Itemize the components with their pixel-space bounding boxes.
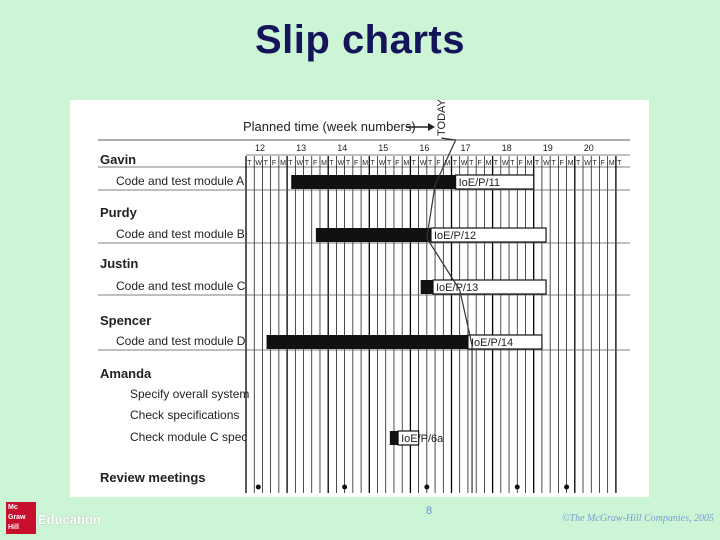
review-meeting-dot bbox=[424, 485, 429, 490]
review-meeting-dot bbox=[342, 485, 347, 490]
day-label: W bbox=[543, 160, 550, 167]
day-label: T bbox=[551, 160, 556, 167]
day-label: F bbox=[559, 160, 564, 167]
day-label: M bbox=[403, 160, 410, 167]
row-task-label: Code and test module C bbox=[116, 279, 246, 293]
row-task-label: Code and test module A bbox=[116, 174, 245, 188]
day-label: T bbox=[493, 160, 499, 167]
day-label: T bbox=[288, 160, 293, 167]
day-label: T bbox=[576, 160, 581, 167]
slide-title: Slip charts bbox=[254, 18, 465, 62]
row-person-label: Spencer bbox=[100, 313, 152, 328]
day-label: M bbox=[321, 160, 328, 167]
page-number: 8 bbox=[426, 505, 433, 517]
day-label: F bbox=[436, 160, 441, 167]
task-bar bbox=[421, 280, 433, 294]
task-bar bbox=[390, 431, 398, 445]
day-label: F bbox=[518, 160, 523, 167]
caption-arrow-head bbox=[428, 123, 435, 131]
row-person-label: Review meetings bbox=[100, 470, 206, 485]
day-label: F bbox=[354, 160, 359, 167]
day-label: T bbox=[510, 160, 515, 167]
day-label: W bbox=[296, 160, 304, 167]
row-subtask-label: Specify overall system bbox=[130, 387, 250, 401]
day-label: W bbox=[378, 160, 386, 167]
day-label: T bbox=[370, 160, 375, 167]
task-tag-label: IoE/P/12 bbox=[433, 230, 477, 242]
task-tag-label: IoE/P/14 bbox=[470, 337, 514, 349]
day-label: T bbox=[247, 160, 252, 167]
day-label: F bbox=[600, 160, 605, 167]
row-person-label: Justin bbox=[100, 256, 139, 271]
logo-box bbox=[6, 502, 36, 534]
day-label: T bbox=[329, 160, 334, 167]
day-label: F bbox=[477, 160, 482, 167]
week-label: 17 bbox=[460, 143, 471, 153]
day-label: W bbox=[584, 160, 591, 167]
week-label: 18 bbox=[501, 143, 512, 153]
task-bar bbox=[291, 175, 455, 189]
day-label: W bbox=[460, 160, 468, 167]
copyright-notice: ©The McGraw-Hill Companies, 2005 bbox=[561, 513, 714, 524]
day-label: T bbox=[411, 160, 416, 167]
slip-chart bbox=[70, 100, 649, 497]
day-label: T bbox=[304, 160, 310, 167]
slip-chart-figure bbox=[70, 100, 649, 497]
day-label: M bbox=[444, 160, 451, 167]
task-tag-label: IoE/P/6a bbox=[401, 433, 444, 445]
task-bar bbox=[267, 335, 468, 349]
week-label: 19 bbox=[542, 143, 553, 153]
day-label: F bbox=[395, 160, 400, 167]
task-tag-label: IoE/P/13 bbox=[436, 282, 479, 294]
review-meeting-dot bbox=[256, 485, 261, 490]
day-label: F bbox=[271, 160, 277, 167]
day-label: M bbox=[608, 160, 615, 167]
day-label: T bbox=[263, 160, 268, 167]
week-label: 12 bbox=[255, 143, 266, 153]
day-label: F bbox=[312, 160, 318, 167]
day-label: M bbox=[485, 160, 492, 167]
day-label: M bbox=[280, 160, 286, 167]
week-label: 13 bbox=[296, 143, 307, 153]
day-label: T bbox=[534, 160, 540, 167]
day-label: T bbox=[617, 160, 622, 167]
publisher-logo bbox=[6, 502, 110, 534]
day-label: W bbox=[337, 160, 345, 167]
week-label: 16 bbox=[419, 143, 430, 153]
day-label: W bbox=[419, 160, 427, 167]
day-label: W bbox=[255, 160, 263, 167]
axis-caption: Planned time (week numbers) bbox=[243, 119, 416, 134]
row-subtask-label: Check specifications bbox=[130, 408, 240, 422]
logo-word: Education bbox=[38, 512, 101, 527]
row-task-label: Code and test module B bbox=[116, 227, 245, 241]
day-label: T bbox=[386, 160, 392, 167]
day-label: T bbox=[428, 160, 433, 167]
day-label: T bbox=[452, 160, 457, 167]
today-label: TODAY bbox=[436, 100, 449, 136]
day-label: T bbox=[345, 160, 351, 167]
logo-line: Hill bbox=[8, 524, 19, 531]
row-person-label: Gavin bbox=[100, 152, 137, 167]
week-label: 14 bbox=[337, 143, 348, 153]
week-label: 15 bbox=[378, 143, 389, 153]
day-label: T bbox=[592, 160, 597, 167]
task-tag-label: IoE/P/11 bbox=[458, 177, 501, 189]
logo-line: Graw bbox=[8, 514, 26, 521]
logo-line: Mc bbox=[8, 504, 18, 511]
row-subtask-label: Check module C spec bbox=[130, 430, 248, 444]
row-person-label: Purdy bbox=[100, 205, 137, 220]
task-bar bbox=[316, 228, 431, 242]
day-label: T bbox=[469, 160, 474, 167]
day-label: M bbox=[526, 160, 533, 167]
day-label: M bbox=[362, 160, 369, 167]
day-label: W bbox=[502, 160, 509, 167]
row-task-label: Code and test module D bbox=[116, 334, 246, 348]
review-meeting-dot bbox=[564, 485, 569, 490]
row-person-label: Amanda bbox=[100, 366, 152, 381]
review-meeting-dot bbox=[515, 485, 520, 490]
week-label: 20 bbox=[583, 143, 594, 153]
day-label: M bbox=[567, 160, 574, 167]
